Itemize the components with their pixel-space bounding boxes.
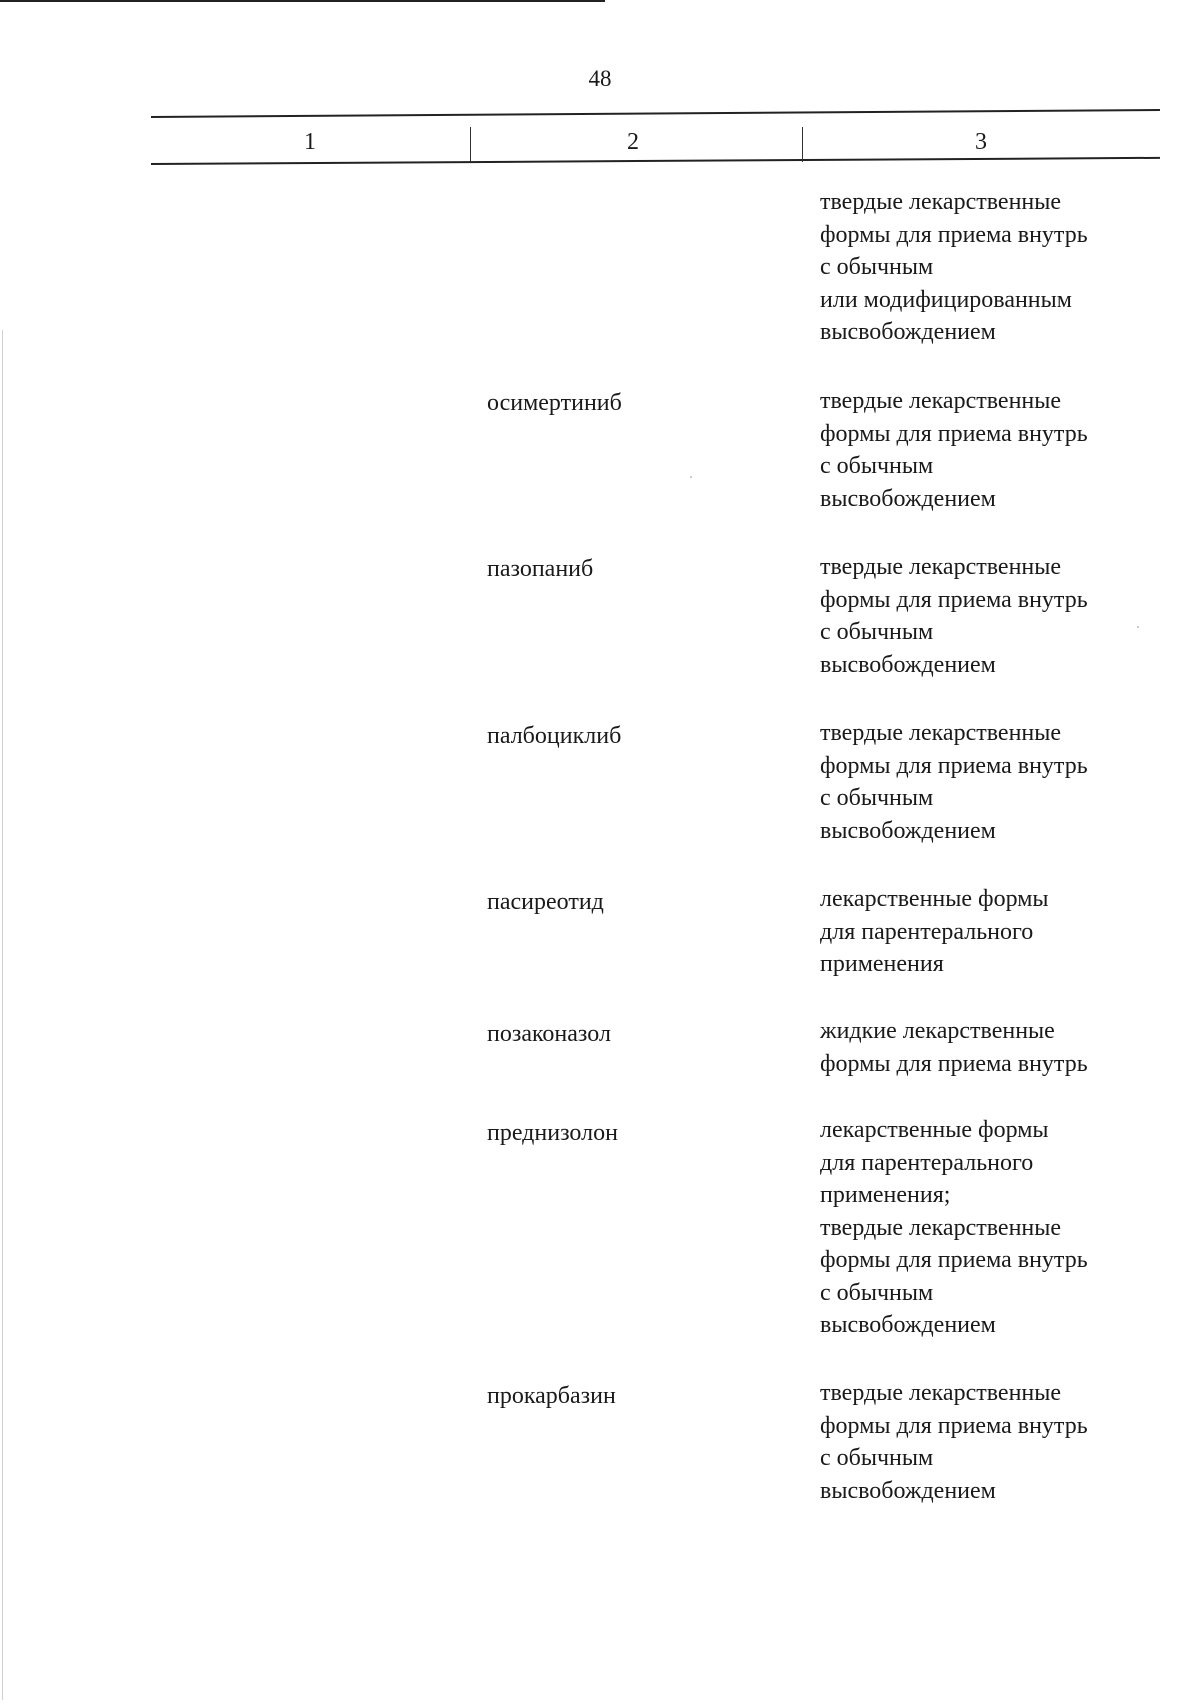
- drug-name-cell: пасиреотид: [487, 889, 604, 915]
- scan-speck: [690, 476, 692, 478]
- page-number: 48: [588, 66, 612, 91]
- drug-name-cell: осимертиниб: [487, 390, 622, 416]
- table-header-bottom-rule: [151, 157, 1160, 165]
- dosage-forms-cell: лекарственные формы для парентерального применения: [820, 886, 1049, 977]
- dosage-forms-cell: твердые лекарственные формы для приема внутрь с обычным или модифицированным высвобождением: [820, 189, 1088, 345]
- scan-edge-shadow: [2, 330, 3, 1700]
- column-header-1: 1: [304, 129, 316, 155]
- dosage-forms-cell: жидкие лекарственные формы для приема внутрь: [820, 1018, 1088, 1077]
- column-separator-1: [470, 127, 471, 162]
- column-header-3: 3: [975, 129, 987, 155]
- dosage-forms-cell: твердые лекарственные формы для приема внутрь с обычным высвобождением: [820, 554, 1088, 678]
- column-header-2: 2: [627, 129, 639, 155]
- drug-name-cell: позаконазол: [487, 1021, 611, 1047]
- scan-speck: [1137, 626, 1139, 628]
- drug-name-cell: преднизолон: [487, 1120, 618, 1146]
- drug-name-cell: прокарбазин: [487, 1383, 616, 1409]
- drug-name-cell: пазопаниб: [487, 556, 594, 582]
- column-separator-2: [802, 127, 803, 162]
- dosage-forms-cell: твердые лекарственные формы для приема внутрь с обычным высвобождением: [820, 388, 1088, 512]
- scan-border-line: [0, 0, 605, 2]
- dosage-forms-cell: твердые лекарственные формы для приема внутрь с обычным высвобождением: [820, 720, 1088, 844]
- dosage-forms-cell: твердые лекарственные формы для приема внутрь с обычным высвобождением: [820, 1380, 1088, 1504]
- dosage-forms-cell: лекарственные формы для парентерального применения; твердые лекарственные формы для приема внутрь с обычным высвобождением: [820, 1117, 1088, 1338]
- drug-name-cell: палбоциклиб: [487, 723, 622, 749]
- table-header-top-rule: [151, 109, 1160, 118]
